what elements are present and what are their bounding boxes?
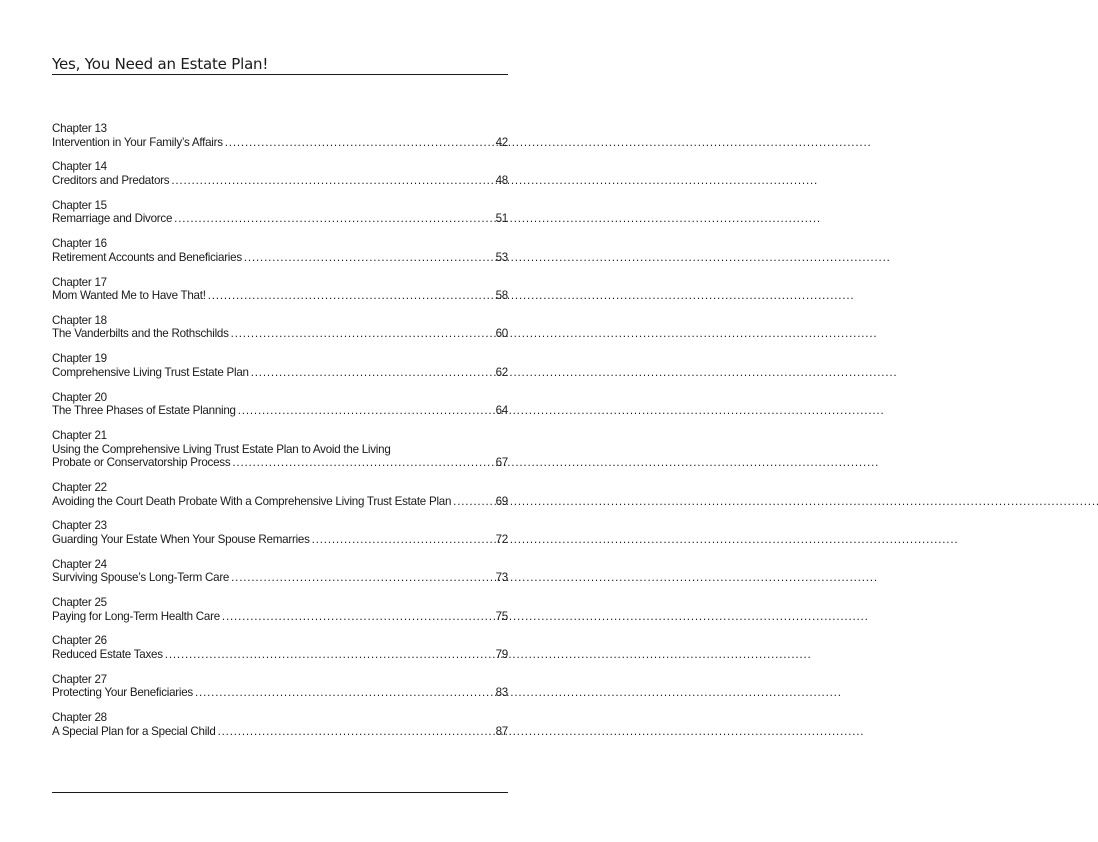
dot-leader bbox=[238, 404, 495, 418]
page-number: 62 bbox=[495, 365, 508, 379]
page-number: 79 bbox=[495, 648, 508, 662]
toc-entry bbox=[52, 558, 508, 585]
toc-line bbox=[52, 404, 508, 418]
dot-leader bbox=[232, 456, 494, 470]
dot-leader bbox=[231, 571, 494, 585]
dot-leader bbox=[222, 610, 495, 624]
chapter-label: Chapter 26 bbox=[52, 634, 107, 648]
chapter-title: A Special Plan for a Special Child bbox=[52, 724, 216, 738]
toc-line bbox=[52, 571, 508, 585]
dot-leader bbox=[225, 136, 495, 150]
toc-entry bbox=[52, 160, 508, 187]
dot-leader bbox=[195, 686, 495, 700]
running-head-title: Yes, You Need an Estate Plan! bbox=[52, 55, 269, 73]
chapter-label: Chapter 18 bbox=[52, 313, 107, 327]
toc-line bbox=[52, 725, 508, 739]
chapter-label: Chapter 20 bbox=[52, 390, 107, 404]
toc-entry bbox=[52, 276, 508, 303]
chapter-title: Surviving Spouse’s Long-Term Care bbox=[52, 571, 230, 585]
toc-line bbox=[52, 366, 508, 380]
dot-leader bbox=[171, 174, 494, 188]
page-number: 83 bbox=[495, 686, 508, 700]
page-number: 75 bbox=[495, 609, 508, 623]
chapter-label: Chapter 17 bbox=[52, 275, 107, 289]
chapter-label: Chapter 14 bbox=[52, 160, 107, 174]
toc-entry bbox=[52, 481, 508, 508]
dot-leader bbox=[251, 366, 495, 380]
chapter-label: Chapter 27 bbox=[52, 672, 107, 686]
chapter-label: Chapter 21 bbox=[52, 429, 107, 442]
toc-line bbox=[52, 610, 508, 624]
toc-entry bbox=[52, 352, 508, 379]
toc-line bbox=[52, 251, 508, 265]
chapter-title: Retirement Accounts and Beneficiaries bbox=[52, 250, 242, 264]
page-number: 87 bbox=[495, 724, 508, 738]
toc-entry bbox=[52, 314, 508, 341]
chapter-title: Reduced Estate Taxes bbox=[52, 648, 163, 662]
toc-entry bbox=[52, 237, 508, 264]
toc-line bbox=[52, 495, 508, 509]
dot-leader bbox=[231, 327, 495, 341]
toc-entry bbox=[52, 429, 508, 470]
chapter-title: Guarding Your Estate When Your Spouse Remarries bbox=[52, 532, 310, 546]
dot-leader bbox=[165, 648, 495, 662]
page-number: 42 bbox=[495, 135, 508, 149]
toc-line bbox=[52, 686, 508, 700]
chapter-title: Avoiding the Court Death Probate With a Comprehensive Living Trust Estate Plan bbox=[52, 494, 452, 508]
toc-line bbox=[52, 136, 508, 150]
dot-leader bbox=[244, 251, 495, 265]
toc-line bbox=[52, 289, 508, 303]
chapter-title: The Vanderbilts and the Rothschilds bbox=[52, 327, 229, 341]
page-number: 69 bbox=[495, 494, 508, 508]
toc-line bbox=[52, 174, 508, 188]
chapter-title: Probate or Conservatorship Process bbox=[52, 456, 231, 470]
page-number: 48 bbox=[495, 173, 508, 187]
chapter-title: Intervention in Your Family’s Affairs bbox=[52, 135, 223, 149]
chapter-title: Remarriage and Divorce bbox=[52, 212, 173, 226]
chapter-label: Chapter 13 bbox=[52, 122, 107, 135]
chapter-label: Chapter 22 bbox=[52, 480, 107, 494]
page-number: 67 bbox=[495, 456, 508, 470]
toc-entry bbox=[52, 391, 508, 418]
page-number: 51 bbox=[495, 212, 508, 226]
chapter-title-line: Using the Comprehensive Living Trust Estate Plan to Avoid the Living bbox=[52, 442, 391, 456]
chapter-label: Chapter 25 bbox=[52, 596, 107, 610]
chapter-title: Comprehensive Living Trust Estate Plan bbox=[52, 365, 249, 379]
chapter-title: The Three Phases of Estate Planning bbox=[52, 404, 236, 418]
chapter-title: Creditors and Predators bbox=[52, 173, 170, 187]
toc-entry bbox=[52, 519, 508, 546]
header-rule bbox=[52, 74, 508, 75]
toc-entry bbox=[52, 711, 508, 738]
toc-entry bbox=[52, 199, 508, 226]
dot-leader bbox=[174, 212, 494, 226]
dot-leader bbox=[453, 495, 494, 509]
toc-line bbox=[52, 212, 508, 226]
table-of-contents bbox=[52, 122, 508, 738]
toc-line bbox=[52, 456, 508, 470]
toc-line bbox=[52, 533, 508, 547]
page-number: 64 bbox=[495, 404, 508, 418]
chapter-label: Chapter 24 bbox=[52, 557, 107, 571]
dot-leader bbox=[208, 289, 495, 303]
chapter-title: Protecting Your Beneficiaries bbox=[52, 686, 193, 700]
page-number: 60 bbox=[495, 327, 508, 341]
toc-entry bbox=[52, 122, 508, 149]
page-number: 73 bbox=[495, 571, 508, 585]
toc-entry bbox=[52, 596, 508, 623]
dot-leader bbox=[312, 533, 495, 547]
toc-entry bbox=[52, 673, 508, 700]
chapter-label: Chapter 28 bbox=[52, 711, 107, 725]
chapter-label: Chapter 16 bbox=[52, 237, 107, 251]
dot-leader bbox=[218, 725, 495, 739]
page-number: 53 bbox=[495, 250, 508, 264]
chapter-label: Chapter 19 bbox=[52, 352, 107, 366]
chapter-title: Mom Wanted Me to Have That! bbox=[52, 289, 206, 303]
chapter-title: Paying for Long-Term Health Care bbox=[52, 609, 220, 623]
chapter-label: Chapter 23 bbox=[52, 519, 107, 533]
chapter-label: Chapter 15 bbox=[52, 198, 107, 212]
page-number: 72 bbox=[495, 532, 508, 546]
page-number: 58 bbox=[495, 289, 508, 303]
toc-line bbox=[52, 327, 508, 341]
footer-rule bbox=[52, 792, 508, 793]
toc-entry bbox=[52, 634, 508, 661]
toc-line bbox=[52, 648, 508, 662]
